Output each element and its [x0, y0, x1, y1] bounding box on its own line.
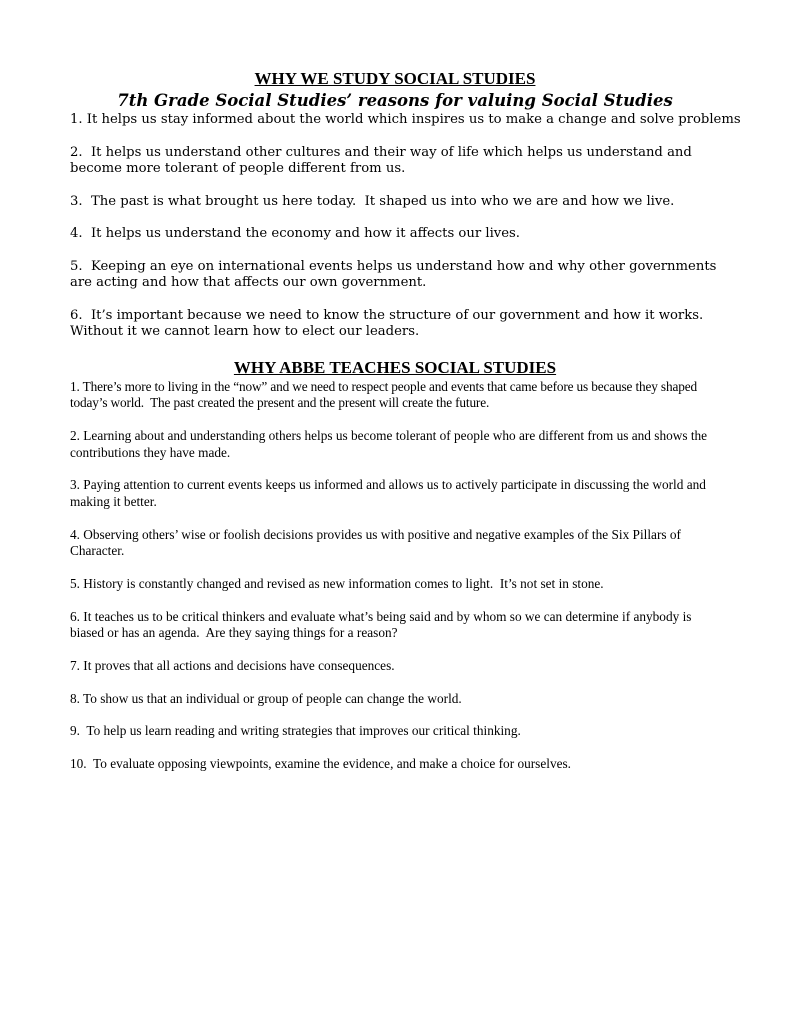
page-subtitle: 7th Grade Social Studies’ reasons for valuing Social Studies [117, 91, 673, 110]
list-item: 6. It teaches us to be critical thinkers and evaluate what’s being said and by whom so we can determine if anybody is biased or has an agenda. Are they saying things for a reason? [70, 608, 695, 641]
list-item: 2. Learning about and understanding others helps us become tolerant of people who are different from us and shows the contributions they have made. [70, 428, 711, 460]
list-item: 9. To help us learn reading and writing strategies that improves our critical thinking. [70, 723, 521, 739]
student-reasons-list [70, 112, 741, 341]
document-page [70, 68, 741, 789]
section-title: WHY ABBE TEACHES SOCIAL STUDIES [233, 358, 557, 378]
teacher-reasons-list [70, 379, 720, 773]
list-item: 1. It helps us stay informed about the world which inspires us to make a change and solve problems [70, 112, 741, 127]
list-item: 2. It helps us understand other cultures and their way of life which helps us understand and become more tolerant of people different from us. [70, 144, 697, 176]
list-item: 3. Paying attention to current events keeps us informed and allows us to actively participate in discussing the world and making it better. [70, 477, 710, 509]
list-item: 6. It’s important because we need to know the structure of our government and how it works. Without it we cannot learn how to elect our leaders. [70, 308, 712, 340]
list-item: 1. There’s more to living in the “now” and we need to respect people and events that came before us because they shaped today’s world. The past created the present and the present will create the future. [70, 379, 701, 411]
list-item: 10. To evaluate opposing viewpoints, examine the evidence, and make a choice for ourselves. [70, 756, 571, 772]
list-item: 4. Observing others’ wise or foolish decisions provides us with positive and negative examples of the Six Pillars of Character. [70, 526, 685, 559]
list-item: 5. Keeping an eye on international events helps us understand how and why other governments are acting and how that affects our own government. [70, 259, 721, 291]
list-item: 5. History is constantly changed and revised as new information comes to light. It’s not set in stone. [70, 575, 604, 591]
list-item: 7. It proves that all actions and decisions have consequences. [70, 657, 395, 673]
page-title: WHY WE STUDY SOCIAL STUDIES [254, 69, 536, 88]
list-item: 4. It helps us understand the economy and how it affects our lives. [70, 226, 520, 242]
list-item: 3. The past is what brought us here today. It shaped us into who we are and how we live. [70, 193, 675, 209]
list-item: 8. To show us that an individual or group of people can change the world. [70, 690, 462, 706]
